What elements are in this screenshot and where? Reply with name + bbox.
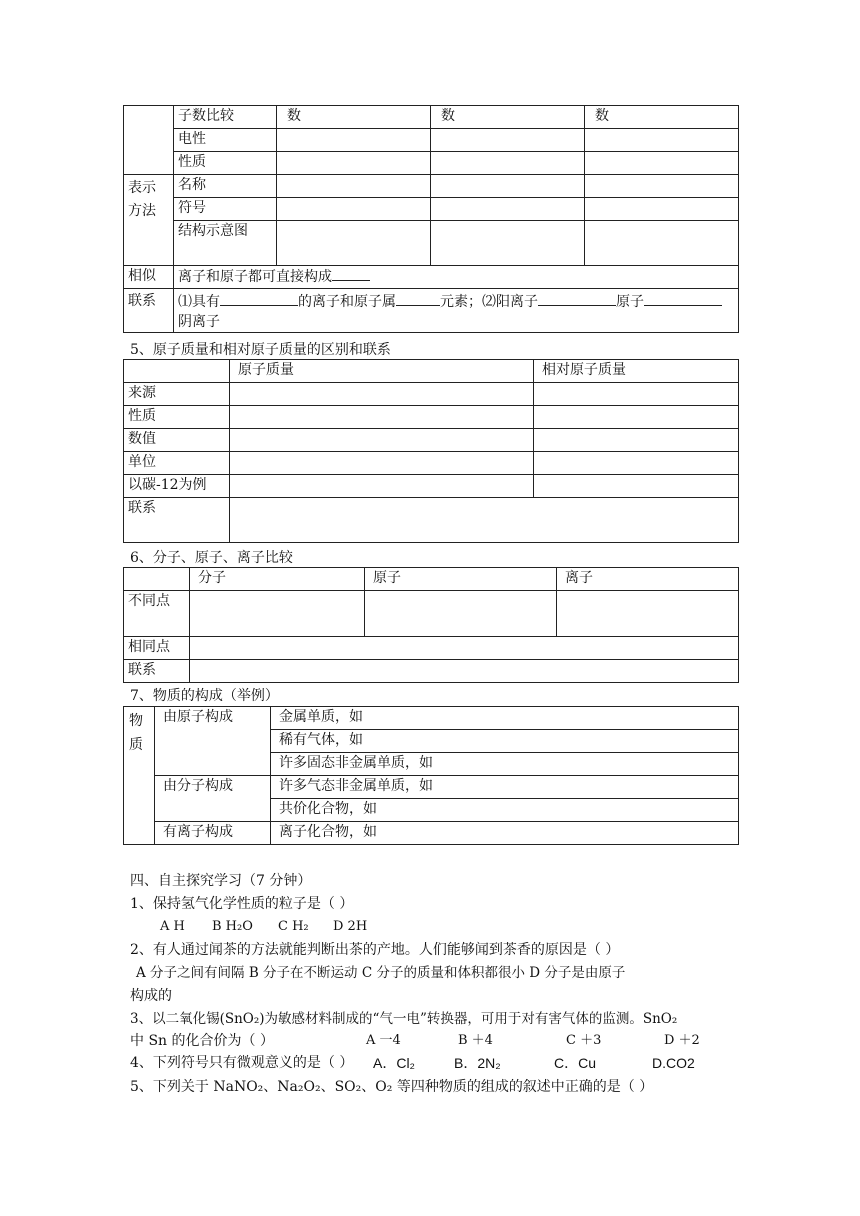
row-label: 性质 <box>174 152 277 175</box>
q4-option-d: D.CO2 <box>652 1055 695 1071</box>
row-label: 来源 <box>124 383 230 406</box>
group-label: 由原子构成 <box>155 707 271 776</box>
particle-compare-table <box>123 567 739 683</box>
q3-option-d: D ＋2 <box>664 1033 700 1048</box>
q3-option-c: C ＋3 <box>566 1033 602 1048</box>
section7-title: 7、物质的构成（举例） <box>130 688 279 704</box>
question-2: 2、有人通过闻茶的方法就能判断出茶的产地。人们能够闻到茶香的原因是（ ） <box>130 942 620 958</box>
q1-option-a: A H <box>160 919 185 934</box>
item: 离子化合物，如 <box>271 822 739 845</box>
question-5: 5、下列关于 NaNO₂、Na₂O₂、SO₂、O₂ 等四种物质的组成的叙述中正确的是（ ） <box>130 1079 654 1095</box>
substance-structure-table <box>123 706 739 845</box>
section6-title: 6、分子、原子、离子比较 <box>130 550 293 566</box>
relation-cell: ⑴具有 的离子和原子属 元素；⑵阳离子 原子 阴离子 <box>174 289 739 333</box>
cell: 数 <box>431 106 585 129</box>
col-header: 离子 <box>557 568 739 591</box>
col-header: 分子 <box>190 568 365 591</box>
row-label: 名称 <box>174 175 277 198</box>
item: 共价化合物，如 <box>271 799 739 822</box>
row-head: 联系 <box>124 289 174 333</box>
row-head: 相似 <box>124 266 174 289</box>
section4-title: 四、自主探究学习（7 分钟） <box>130 873 312 889</box>
cell: 数 <box>585 106 739 129</box>
row-label: 性质 <box>124 406 230 429</box>
cell: 数 <box>277 106 431 129</box>
col-header: 相对原子质量 <box>534 360 739 383</box>
row-label: 符号 <box>174 198 277 221</box>
q4-option-b: B．2N₂ <box>454 1055 501 1071</box>
q1-option-d: D 2H <box>333 919 368 934</box>
similarity-cell: 离子和原子都可直接构成 <box>174 266 739 289</box>
row-label: 联系 <box>124 498 230 543</box>
question-1: 1、保持氢气化学性质的粒子是（ ） <box>130 896 354 912</box>
question-3: 3、以二氧化锡(SnO₂)为敏感材料制成的“气一电”转换器，可用于对有害气体的监测。SnO₂ <box>130 1011 678 1027</box>
row-label: 子数比较 <box>174 106 277 129</box>
row-label: 以碳-12为例 <box>124 475 230 498</box>
question-3-continued: 中 Sn 的化合价为（ ） <box>130 1033 274 1049</box>
q3-option-a: A 一4 <box>366 1033 401 1048</box>
col-header: 原子质量 <box>230 360 534 383</box>
q1-option-b: B H₂O <box>212 919 253 934</box>
item: 许多气态非金属单质，如 <box>271 776 739 799</box>
q4-option-c: C．Cu <box>554 1055 597 1071</box>
row-label: 联系 <box>124 660 190 683</box>
item: 许多固态非金属单质，如 <box>271 753 739 776</box>
row-label: 不同点 <box>124 591 190 637</box>
q3-option-b: B ＋4 <box>458 1033 493 1048</box>
group-label: 表示方法 <box>124 175 174 266</box>
q1-option-c: C H₂ <box>278 919 309 934</box>
q2-options: A 分子之间有间隔 B 分子在不断运动 C 分子的质量和体积都很小 D 分子是由原子 <box>136 965 626 981</box>
ion-atom-table <box>123 105 739 333</box>
row-label: 结构示意图 <box>174 221 277 266</box>
outer-label: 物质 <box>124 707 155 845</box>
atom-mass-table <box>123 359 739 543</box>
row-label: 数值 <box>124 429 230 452</box>
section5-title: 5、原子质量和相对原子质量的区别和联系 <box>130 342 391 358</box>
group-label: 有离子构成 <box>155 822 271 845</box>
col-header: 原子 <box>365 568 557 591</box>
question-4: 4、下列符号只有微观意义的是（ ） <box>130 1055 354 1071</box>
row-label: 电性 <box>174 129 277 152</box>
row-label: 单位 <box>124 452 230 475</box>
q4-option-a: A．Cl₂ <box>373 1055 415 1071</box>
item: 金属单质，如 <box>271 707 739 730</box>
group-label: 由分子构成 <box>155 776 271 822</box>
row-label: 相同点 <box>124 637 190 660</box>
blank-cell <box>124 106 174 175</box>
item: 稀有气体，如 <box>271 730 739 753</box>
q2-options-continued: 构成的 <box>130 988 172 1004</box>
